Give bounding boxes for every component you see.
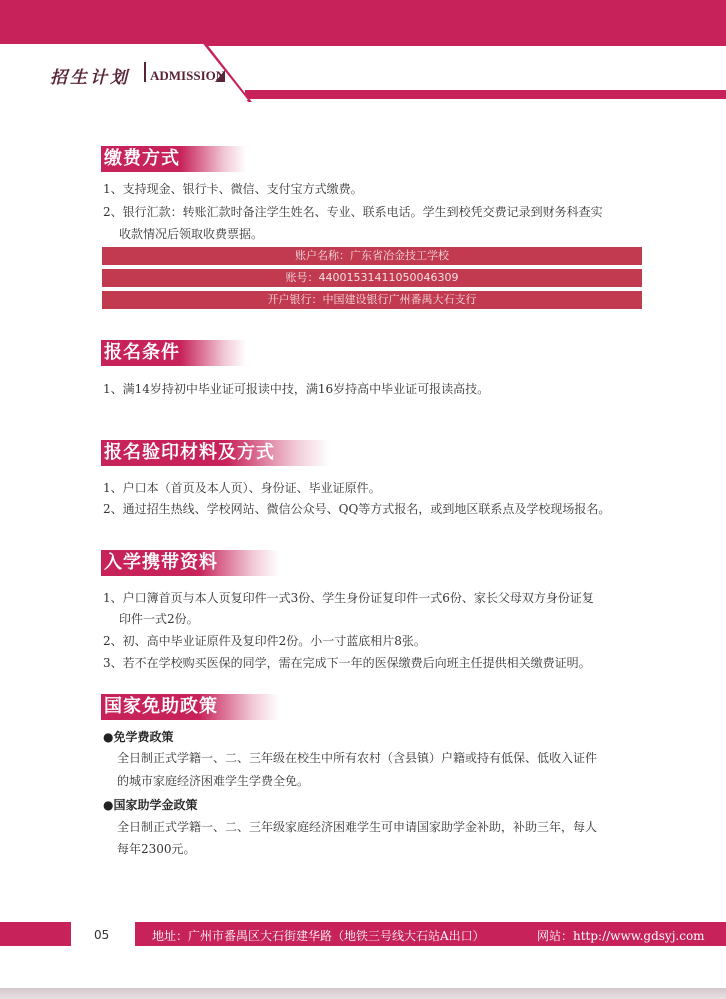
header-triangle-icon xyxy=(215,70,225,82)
tuition-policy-text-2: 的城市家庭经济困难学生学费全免。 xyxy=(117,774,310,788)
tuition-policy-heading: ●免学费政策 xyxy=(103,730,174,744)
section-title-materials: 报名验印材料及方式 xyxy=(101,440,329,466)
payment-item-2: 2、银行汇款：转账汇款时备注学生姓名、专业、联系电话。学生到校凭交费记录到财务科查实 xyxy=(103,205,603,219)
enrollment-item-1: 1、户口簿首页与本人页复印件一式3份、学生身份证复印件一式6份、家长父母双方身份证复 xyxy=(103,591,594,605)
header-title-en: ADMISSION xyxy=(150,68,226,83)
grant-policy-text-1: 全日制正式学籍一、二、三年级家庭经济困难学生可申请国家助学金补助，补助三年，每人 xyxy=(117,820,598,834)
header-separator xyxy=(144,62,146,82)
section-title-enrollment: 入学携带资料 xyxy=(101,550,279,576)
enrollment-item-2: 2、初、高中毕业证原件及复印件2份。小一寸蓝底相片8张。 xyxy=(103,634,426,648)
footer-website: 网站：http://www.gdsyj.com xyxy=(537,929,705,943)
grant-policy-text-2: 每年2300元。 xyxy=(117,842,196,856)
account-name-bar: 账户名称：广东省冶金技工学校 xyxy=(102,247,642,265)
header-title: 招生计划 xyxy=(50,68,130,88)
enrollment-item-3: 3、若不在学校购买医保的同学，需在完成下一年的医保缴费后向班主任提供相关缴费证明。 xyxy=(103,656,591,670)
header-stripe xyxy=(245,90,726,99)
bottom-strip xyxy=(0,988,726,999)
header-band xyxy=(0,0,726,46)
section-title-payment: 缴费方式 xyxy=(101,146,246,172)
page-number: 05 xyxy=(94,928,110,942)
account-number-bar: 账号：44001531411050046309 xyxy=(102,269,642,287)
tuition-policy-text-1: 全日制正式学籍一、二、三年级在校生中所有农村（含县镇）户籍或持有低保、低收入证件 xyxy=(117,751,598,765)
materials-item-2: 2、通过招生热线、学校网站、微信公众号、QQ等方式报名，或到地区联系点及学校现场报名。 xyxy=(103,502,611,516)
conditions-item-1: 1、满14岁持初中毕业证可报读中技，满16岁持高中毕业证可报读高技。 xyxy=(103,382,490,396)
section-title-conditions: 报名条件 xyxy=(101,340,246,366)
payment-item-2-cont: 收款情况后领取收费票据。 xyxy=(119,227,264,241)
grant-policy-heading: ●国家助学金政策 xyxy=(103,798,198,812)
footer-address: 地址：广州市番禺区大石街建华路（地铁三号线大石站A出口） xyxy=(152,929,485,943)
section-title-aid: 国家免助政策 xyxy=(101,694,279,720)
materials-item-1: 1、户口本（首页及本人页）、身份证、毕业证原件。 xyxy=(103,481,381,495)
payment-item-1: 1、支持现金、银行卡、微信、支付宝方式缴费。 xyxy=(103,182,363,196)
enrollment-item-1-cont: 印件一式2份。 xyxy=(119,612,199,626)
bank-bar: 开户银行：中国建设银行广州番禺大石支行 xyxy=(102,291,642,309)
